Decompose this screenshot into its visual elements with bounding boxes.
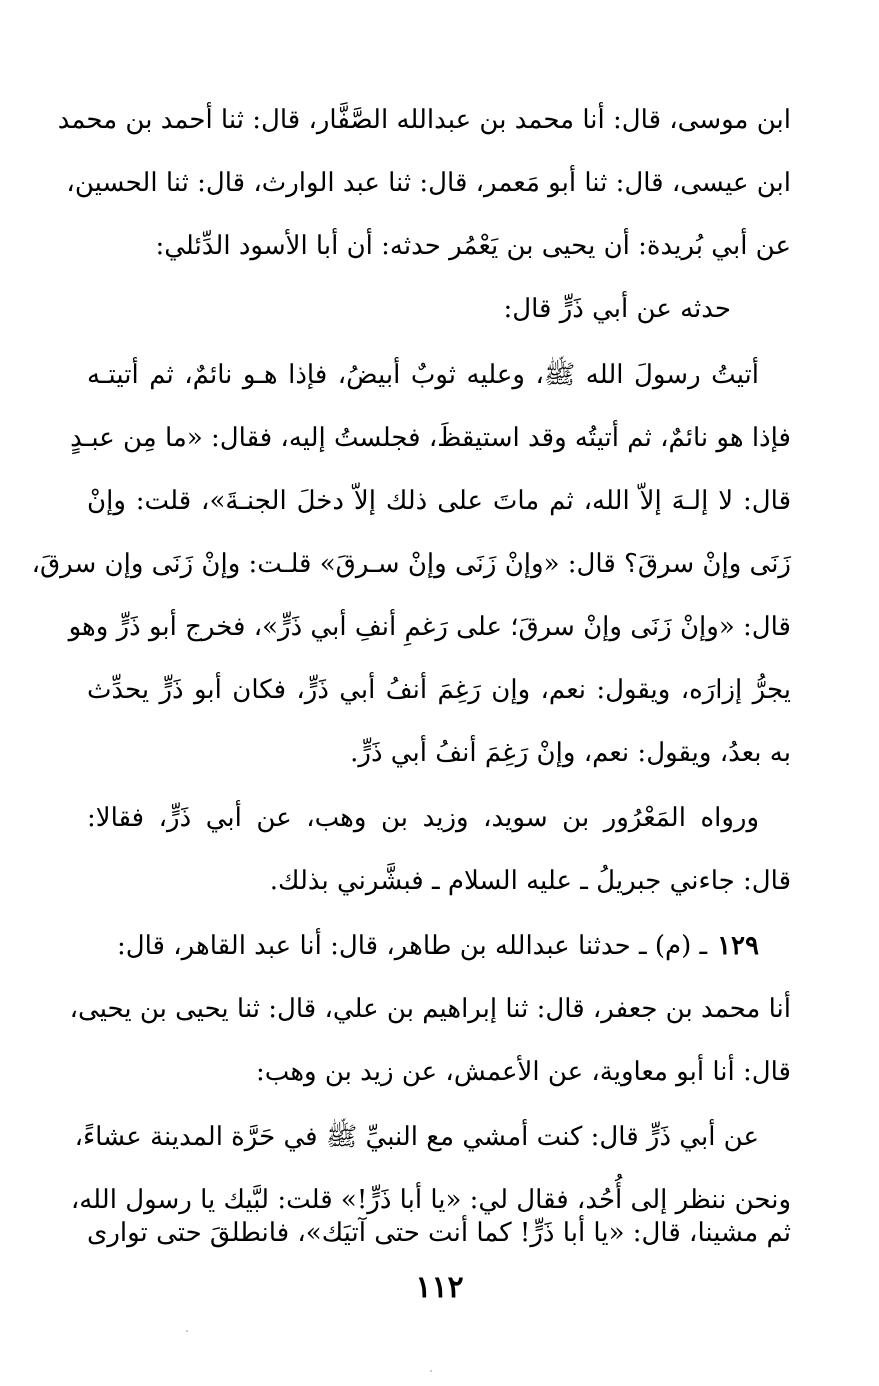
- text-line: ابن موسى، قال: أنا محمد بن عبدالله الصَّفَّار، قال: ثنا أحمد بن محمد: [57, 105, 791, 135]
- text-line: به بعدُ، ويقول: نعم، وإنْ رَغِمَ أنفُ أبي ذَرٍّ.: [350, 738, 791, 768]
- scan-speck: [186, 1330, 188, 1332]
- text-line: أنا محمد بن جعفر، قال: ثنا إبراهيم بن علي، قال: ثنا يحيى بن يحيى،: [69, 994, 791, 1024]
- page-number: ١١٢: [415, 1270, 464, 1305]
- text-line: ابن عيسى، قال: ثنا أبو مَعمر، قال: ثنا عبد الوارث، قال: ثنا الحسين،: [66, 168, 791, 198]
- text-line: قال: جاءني جبريلُ ـ عليه السلام ـ فبشَّرني بذلك.: [269, 866, 791, 896]
- hadith-header: [87, 926, 759, 966]
- text-line: قال: لا إلـهَ إلاّ الله، ثم ماتَ على ذلك إلاّ دخلَ الجنـةَ»، قلت: وإنْ: [87, 486, 791, 516]
- hadith-number: ١٢٩: [717, 931, 759, 961]
- text-line: أتيتُ رسولَ الله ﷺ، وعليه ثوبٌ أبيضُ، فإذا هـو نائمٌ، ثم أتيتـه: [87, 360, 759, 390]
- text-line: فإذا هو نائمٌ، ثم أتيتُه وقد استيقظَ، فجلستُ إليه، فقال: «ما مِن عبـدٍ: [70, 423, 791, 453]
- text-line: ـ (م) ـ حدثنا عبدالله بن طاهر، قال: أنا عبد القاهر، قال:: [116, 931, 708, 961]
- text-line: ونحن ننظر إلى أُحُد، فقال لي: «يا أبا ذَرٍّ!» قلت: لبَّيك يا رسول الله،: [70, 1185, 791, 1215]
- scan-speck: [430, 1370, 432, 1372]
- text-line: عن أبي ذَرٍّ قال: كنت أمشي مع النبيِّ ﷺ في حَرَّة المدينة عشاءً،: [74, 1122, 759, 1152]
- text-line: يجرُّ إزارَه، ويقول: نعم، وإن رَغِمَ أنفُ أبي ذَرٍّ، فكان أبو ذَرٍّ يحدِّث: [87, 675, 791, 705]
- text-line: قال: «وإنْ زَنَى وإنْ سرقَ؛ على رَغمِ أنفِ أبي ذَرٍّ»، فخرج أبو ذَرٍّ وهو: [68, 612, 791, 642]
- text-line: عن أبي بُريدة: أن يحيى بن يَعْمُر حدثه: أن أبا الأسود الدِّئلي:: [155, 231, 791, 261]
- text-line: زَنَى وإنْ سرقَ؟ قال: «وإنْ زَنَى وإنْ سـرقَ» قلـت: وإنْ زَنَى وإن سرقَ،: [31, 549, 791, 579]
- text-line: قال: أنا أبو معاوية، عن الأعمش، عن زيد بن وهب:: [256, 1057, 791, 1087]
- text-line: ثم مشينا، قال: «يا أبا ذَرٍّ! كما أنت حتى آتيَك»، فانطلقَ حتى توارى: [87, 1218, 791, 1248]
- text-line: ورواه المَعْرُور بن سويد، وزيد بن وهب، عن أبي ذَرٍّ، فقالا:: [87, 803, 759, 833]
- text-line: حدثه عن أبي ذَرٍّ قال:: [503, 294, 731, 324]
